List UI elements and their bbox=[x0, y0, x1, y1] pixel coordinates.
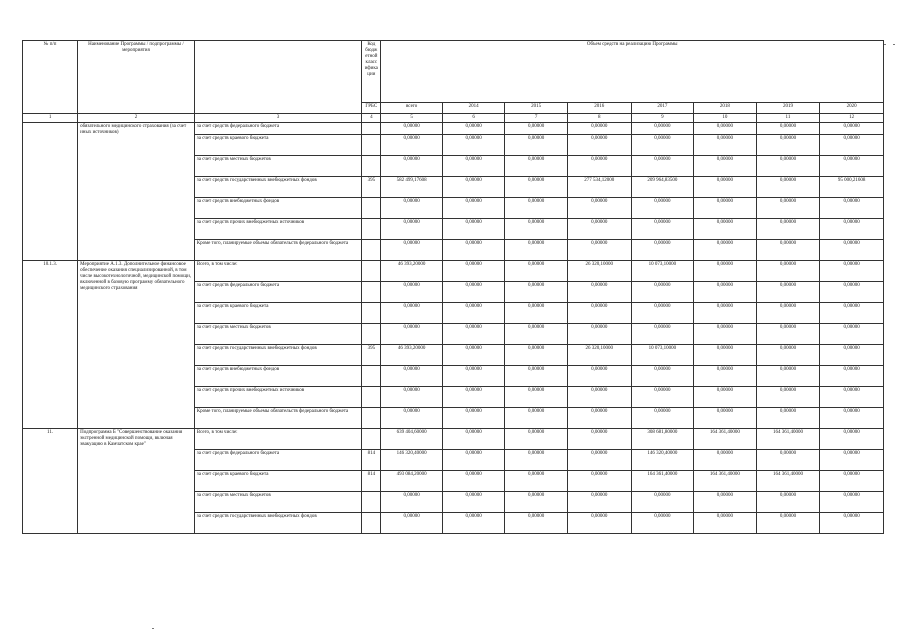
grbs-code bbox=[362, 408, 381, 429]
value-2014: 0,00000 bbox=[442, 240, 505, 261]
value-2017: 0,00000 bbox=[631, 123, 694, 135]
grbs-code: 814 bbox=[362, 450, 381, 471]
funding-source: Всего, в том числе: bbox=[194, 429, 362, 450]
value-2017: 0,00000 bbox=[631, 366, 694, 387]
value-total: 639 404,60000 bbox=[381, 429, 442, 450]
value-total: 46 393,20000 bbox=[381, 345, 442, 366]
grbs-code bbox=[362, 513, 381, 534]
value-2015: 0,00000 bbox=[505, 408, 568, 429]
value-2020: 0,00000 bbox=[820, 156, 884, 177]
value-2015: 0,00000 bbox=[505, 513, 568, 534]
value-2018: 0,00000 bbox=[694, 198, 757, 219]
scan-speck bbox=[152, 628, 154, 629]
value-total: 0,00000 bbox=[381, 219, 442, 240]
grbs-code bbox=[362, 261, 381, 282]
value-2015: 0,00000 bbox=[505, 198, 568, 219]
funding-source: Кроме того, планируемые объемы обязательств федерального бюджета bbox=[194, 408, 362, 429]
value-2019: 0,00000 bbox=[756, 513, 820, 534]
value-2016: 0,00000 bbox=[567, 408, 631, 429]
value-2016: 277 534,12000 bbox=[567, 177, 631, 198]
grbs-code: 814 bbox=[362, 471, 381, 492]
value-2019: 164 361,40000 bbox=[756, 429, 820, 450]
value-2015: 0,00000 bbox=[505, 282, 568, 303]
value-2015: 0,00000 bbox=[505, 177, 568, 198]
value-2016: 0,00000 bbox=[567, 471, 631, 492]
value-2018: 0,00000 bbox=[694, 450, 757, 471]
value-2017: 0,00000 bbox=[631, 198, 694, 219]
funding-source: за счет средств федерального бюджета bbox=[194, 282, 362, 303]
value-total: 493 084,20000 bbox=[381, 471, 442, 492]
value-2019: 0,00000 bbox=[756, 303, 820, 324]
value-2020: 0,00000 bbox=[820, 492, 884, 513]
value-total: 146 320,40000 bbox=[381, 450, 442, 471]
value-2016: 0,00000 bbox=[567, 303, 631, 324]
header-year-2018: 2018 bbox=[694, 103, 757, 114]
value-2014: 0,00000 bbox=[442, 513, 505, 534]
value-2016: 0,00000 bbox=[567, 135, 631, 156]
value-2015: 0,00000 bbox=[505, 366, 568, 387]
program-name: Мероприятие А.1.3. Дополнительное финансовое обеспечение оказания специализированной, в том числе высокотехнологичной, медицинской помощи, включенной в базовую программу обязательного медицинского страхования bbox=[78, 261, 195, 429]
value-2014: 0,00000 bbox=[442, 261, 505, 282]
value-2016: 0,00000 bbox=[567, 198, 631, 219]
funding-source: за счет средств государственных внебюджетных фондов bbox=[194, 513, 362, 534]
value-2017: 0,00000 bbox=[631, 387, 694, 408]
column-number: 8 bbox=[567, 114, 631, 123]
column-number: 2 bbox=[78, 114, 195, 123]
funding-source: за счет средств краевого бюджета bbox=[194, 135, 362, 156]
value-2017: 0,00000 bbox=[631, 492, 694, 513]
value-2016: 0,00000 bbox=[567, 219, 631, 240]
value-2018: 164 361,40000 bbox=[694, 429, 757, 450]
value-2015: 0,00000 bbox=[505, 387, 568, 408]
value-2016: 0,00000 bbox=[567, 366, 631, 387]
value-2020: 95 000,21608 bbox=[820, 177, 884, 198]
value-2014: 0,00000 bbox=[442, 471, 505, 492]
value-2016: 0,00000 bbox=[567, 387, 631, 408]
column-number: 12 bbox=[820, 114, 884, 123]
value-2015: 0,00000 bbox=[505, 123, 568, 135]
value-2014: 0,00000 bbox=[442, 324, 505, 345]
grbs-code bbox=[362, 198, 381, 219]
value-2015: 0,00000 bbox=[505, 471, 568, 492]
value-2014: 0,00000 bbox=[442, 282, 505, 303]
value-2018: 0,00000 bbox=[694, 177, 757, 198]
funding-source: за счет средств прочих внебюджетных источников bbox=[194, 387, 362, 408]
funding-source: Кроме того, планируемые объемы обязательств федерального бюджета bbox=[194, 240, 362, 261]
value-total: 0,00000 bbox=[381, 282, 442, 303]
column-number: 1 bbox=[23, 114, 78, 123]
value-2017: 0,00000 bbox=[631, 408, 694, 429]
value-2020: 0,00000 bbox=[820, 471, 884, 492]
value-total: 0,00000 bbox=[381, 387, 442, 408]
value-2016: 26 320,10000 bbox=[567, 261, 631, 282]
value-2017: 146 320,40000 bbox=[631, 450, 694, 471]
grbs-code bbox=[362, 303, 381, 324]
value-2018: 0,00000 bbox=[694, 324, 757, 345]
value-2018: 0,00000 bbox=[694, 123, 757, 135]
row-number: 11. bbox=[23, 429, 78, 534]
program-name: Подпрограмма Б "Совершенствование оказания экстренной медицинской помощи, включая эвакуацию в Камчатском крае" bbox=[78, 429, 195, 534]
value-2014: 0,00000 bbox=[442, 156, 505, 177]
header-program-name: Наименование Программы / подпрограммы / мероприятия bbox=[78, 41, 195, 114]
value-2020: 0,00000 bbox=[820, 135, 884, 156]
value-2014: 0,00000 bbox=[442, 429, 505, 450]
value-2019: 0,00000 bbox=[756, 261, 820, 282]
value-total: 0,00000 bbox=[381, 324, 442, 345]
column-number: 6 bbox=[442, 114, 505, 123]
value-2017: 10 073,10000 bbox=[631, 261, 694, 282]
budget-table bbox=[22, 40, 884, 534]
value-total: 0,00000 bbox=[381, 123, 442, 135]
value-2017: 10 073,10000 bbox=[631, 345, 694, 366]
column-number: 7 bbox=[505, 114, 568, 123]
value-2020: 0,00000 bbox=[820, 282, 884, 303]
header-volume: Объем средств на реализацию Программы bbox=[381, 41, 884, 103]
value-total: 582 499,17608 bbox=[381, 177, 442, 198]
value-2014: 0,00000 bbox=[442, 492, 505, 513]
value-2020: 0,00000 bbox=[820, 513, 884, 534]
value-2017: 0,00000 bbox=[631, 156, 694, 177]
value-2019: 0,00000 bbox=[756, 219, 820, 240]
grbs-code bbox=[362, 123, 381, 135]
value-2020: 0,00000 bbox=[820, 387, 884, 408]
value-2017: 0,00000 bbox=[631, 513, 694, 534]
value-2014: 0,00000 bbox=[442, 177, 505, 198]
value-2018: 164 361,40000 bbox=[694, 471, 757, 492]
value-2015: 0,00000 bbox=[505, 303, 568, 324]
header-year-2017: 2017 bbox=[631, 103, 694, 114]
value-2014: 0,00000 bbox=[442, 345, 505, 366]
grbs-code: 395 bbox=[362, 345, 381, 366]
scan-speck bbox=[884, 44, 886, 45]
value-2015: 0,00000 bbox=[505, 240, 568, 261]
value-2017: 0,00000 bbox=[631, 324, 694, 345]
value-2019: 0,00000 bbox=[756, 123, 820, 135]
column-number: 9 bbox=[631, 114, 694, 123]
grbs-code bbox=[362, 324, 381, 345]
value-total: 0,00000 bbox=[381, 492, 442, 513]
header-kbk: Код бюджетной классификации bbox=[362, 41, 381, 103]
value-2018: 0,00000 bbox=[694, 156, 757, 177]
value-2016: 0,00000 bbox=[567, 123, 631, 135]
value-2014: 0,00000 bbox=[442, 135, 505, 156]
value-2018: 0,00000 bbox=[694, 135, 757, 156]
column-number: 3 bbox=[194, 114, 362, 123]
header-year-2016: 2016 bbox=[567, 103, 631, 114]
value-2018: 0,00000 bbox=[694, 261, 757, 282]
value-2016: 0,00000 bbox=[567, 450, 631, 471]
value-2020: 0,00000 bbox=[820, 303, 884, 324]
value-2019: 0,00000 bbox=[756, 450, 820, 471]
value-2015: 0,00000 bbox=[505, 324, 568, 345]
value-2014: 0,00000 bbox=[442, 303, 505, 324]
table-row bbox=[23, 429, 884, 450]
funding-source: за счет средств федерального бюджета bbox=[194, 123, 362, 135]
value-2020: 0,00000 bbox=[820, 450, 884, 471]
header-year-2015: 2015 bbox=[505, 103, 568, 114]
value-2020: 0,00000 bbox=[820, 261, 884, 282]
value-total: 0,00000 bbox=[381, 408, 442, 429]
value-2017: 0,00000 bbox=[631, 240, 694, 261]
grbs-code bbox=[362, 429, 381, 450]
value-2018: 0,00000 bbox=[694, 408, 757, 429]
value-2014: 0,00000 bbox=[442, 387, 505, 408]
funding-source: за счет средств местных бюджетов bbox=[194, 324, 362, 345]
value-2019: 0,00000 bbox=[756, 345, 820, 366]
funding-source: за счет средств местных бюджетов bbox=[194, 156, 362, 177]
value-2015: 0,00000 bbox=[505, 450, 568, 471]
value-2016: 26 320,10000 bbox=[567, 345, 631, 366]
value-total: 0,00000 bbox=[381, 513, 442, 534]
value-2019: 0,00000 bbox=[756, 240, 820, 261]
value-2019: 0,00000 bbox=[756, 177, 820, 198]
header-year-2019: 2019 bbox=[756, 103, 820, 114]
column-number-row bbox=[23, 114, 884, 123]
column-number: 4 bbox=[362, 114, 381, 123]
value-2016: 0,00000 bbox=[567, 156, 631, 177]
value-2015: 0,00000 bbox=[505, 261, 568, 282]
value-total: 46 393,20000 bbox=[381, 261, 442, 282]
value-2020: 0,00000 bbox=[820, 366, 884, 387]
funding-source: за счет средств прочих внебюджетных источников bbox=[194, 219, 362, 240]
value-2019: 0,00000 bbox=[756, 387, 820, 408]
value-2018: 0,00000 bbox=[694, 387, 757, 408]
funding-source: за счет средств внебюджетных фондов bbox=[194, 366, 362, 387]
table-row bbox=[23, 123, 884, 135]
value-2014: 0,00000 bbox=[442, 219, 505, 240]
value-2017: 209 964,83500 bbox=[631, 177, 694, 198]
value-2019: 0,00000 bbox=[756, 366, 820, 387]
value-2017: 308 681,80000 bbox=[631, 429, 694, 450]
value-2019: 0,00000 bbox=[756, 135, 820, 156]
value-2017: 0,00000 bbox=[631, 282, 694, 303]
value-2015: 0,00000 bbox=[505, 219, 568, 240]
value-2020: 0,00000 bbox=[820, 408, 884, 429]
value-total: 0,00000 bbox=[381, 240, 442, 261]
value-2018: 0,00000 bbox=[694, 492, 757, 513]
value-2015: 0,00000 bbox=[505, 345, 568, 366]
value-2014: 0,00000 bbox=[442, 408, 505, 429]
header-blank bbox=[194, 41, 362, 114]
value-2017: 0,00000 bbox=[631, 135, 694, 156]
value-2019: 164 361,40000 bbox=[756, 471, 820, 492]
value-2018: 0,00000 bbox=[694, 366, 757, 387]
funding-source: за счет средств местных бюджетов bbox=[194, 492, 362, 513]
program-name: обязательного медицинского страхования (за счет иных источников) bbox=[78, 123, 195, 261]
value-2018: 0,00000 bbox=[694, 513, 757, 534]
value-2018: 0,00000 bbox=[694, 345, 757, 366]
grbs-code bbox=[362, 240, 381, 261]
funding-source: за счет средств федерального бюджета bbox=[194, 450, 362, 471]
grbs-code bbox=[362, 156, 381, 177]
header-year-2020: 2020 bbox=[820, 103, 884, 114]
value-2016: 0,00000 bbox=[567, 492, 631, 513]
value-2020: 0,00000 bbox=[820, 198, 884, 219]
value-2019: 0,00000 bbox=[756, 492, 820, 513]
column-number: 5 bbox=[381, 114, 442, 123]
grbs-code bbox=[362, 387, 381, 408]
table-row bbox=[23, 261, 884, 282]
value-2019: 0,00000 bbox=[756, 324, 820, 345]
value-2018: 0,00000 bbox=[694, 303, 757, 324]
header-total: всего bbox=[381, 103, 442, 114]
value-2014: 0,00000 bbox=[442, 450, 505, 471]
header-number: № п/п bbox=[23, 41, 78, 114]
value-total: 0,00000 bbox=[381, 156, 442, 177]
column-number: 11 bbox=[756, 114, 820, 123]
value-2018: 0,00000 bbox=[694, 219, 757, 240]
grbs-code bbox=[362, 219, 381, 240]
value-2020: 0,00000 bbox=[820, 219, 884, 240]
header-grbs: ГРБС bbox=[362, 103, 381, 114]
value-total: 0,00000 bbox=[381, 303, 442, 324]
budget-table-sheet bbox=[22, 40, 884, 534]
value-2016: 0,00000 bbox=[567, 429, 631, 450]
value-2020: 0,00000 bbox=[820, 345, 884, 366]
value-2019: 0,00000 bbox=[756, 408, 820, 429]
row-number: 10.1.3. bbox=[23, 261, 78, 429]
value-2017: 0,00000 bbox=[631, 219, 694, 240]
grbs-code: 395 bbox=[362, 177, 381, 198]
value-2020: 0,00000 bbox=[820, 324, 884, 345]
value-2017: 0,00000 bbox=[631, 303, 694, 324]
value-2018: 0,00000 bbox=[694, 282, 757, 303]
value-2019: 0,00000 bbox=[756, 156, 820, 177]
scan-speck bbox=[893, 44, 895, 45]
value-2015: 0,00000 bbox=[505, 135, 568, 156]
row-number bbox=[23, 123, 78, 261]
value-2015: 0,00000 bbox=[505, 156, 568, 177]
value-2016: 0,00000 bbox=[567, 324, 631, 345]
value-2018: 0,00000 bbox=[694, 240, 757, 261]
value-2016: 0,00000 bbox=[567, 282, 631, 303]
value-2014: 0,00000 bbox=[442, 366, 505, 387]
value-2015: 0,00000 bbox=[505, 492, 568, 513]
funding-source: за счет средств государственных внебюджетных фондов bbox=[194, 177, 362, 198]
value-2019: 0,00000 bbox=[756, 198, 820, 219]
value-2014: 0,00000 bbox=[442, 198, 505, 219]
grbs-code bbox=[362, 135, 381, 156]
value-total: 0,00000 bbox=[381, 366, 442, 387]
funding-source: Всего, в том числе: bbox=[194, 261, 362, 282]
header-year-2014: 2014 bbox=[442, 103, 505, 114]
column-number: 10 bbox=[694, 114, 757, 123]
grbs-code bbox=[362, 492, 381, 513]
value-2016: 0,00000 bbox=[567, 513, 631, 534]
value-2020: 0,00000 bbox=[820, 240, 884, 261]
funding-source: за счет средств краевого бюджета bbox=[194, 303, 362, 324]
value-2020: 0,00000 bbox=[820, 429, 884, 450]
grbs-code bbox=[362, 366, 381, 387]
value-2014: 0,00000 bbox=[442, 123, 505, 135]
value-2020: 0,00000 bbox=[820, 123, 884, 135]
value-2019: 0,00000 bbox=[756, 282, 820, 303]
value-total: 0,00000 bbox=[381, 198, 442, 219]
funding-source: за счет средств государственных внебюджетных фондов bbox=[194, 345, 362, 366]
funding-source: за счет средств внебюджетных фондов bbox=[194, 198, 362, 219]
value-2016: 0,00000 bbox=[567, 240, 631, 261]
value-total: 0,00000 bbox=[381, 135, 442, 156]
value-2015: 0,00000 bbox=[505, 429, 568, 450]
value-2017: 164 361,40000 bbox=[631, 471, 694, 492]
funding-source: за счет средств краевого бюджета bbox=[194, 471, 362, 492]
grbs-code bbox=[362, 282, 381, 303]
